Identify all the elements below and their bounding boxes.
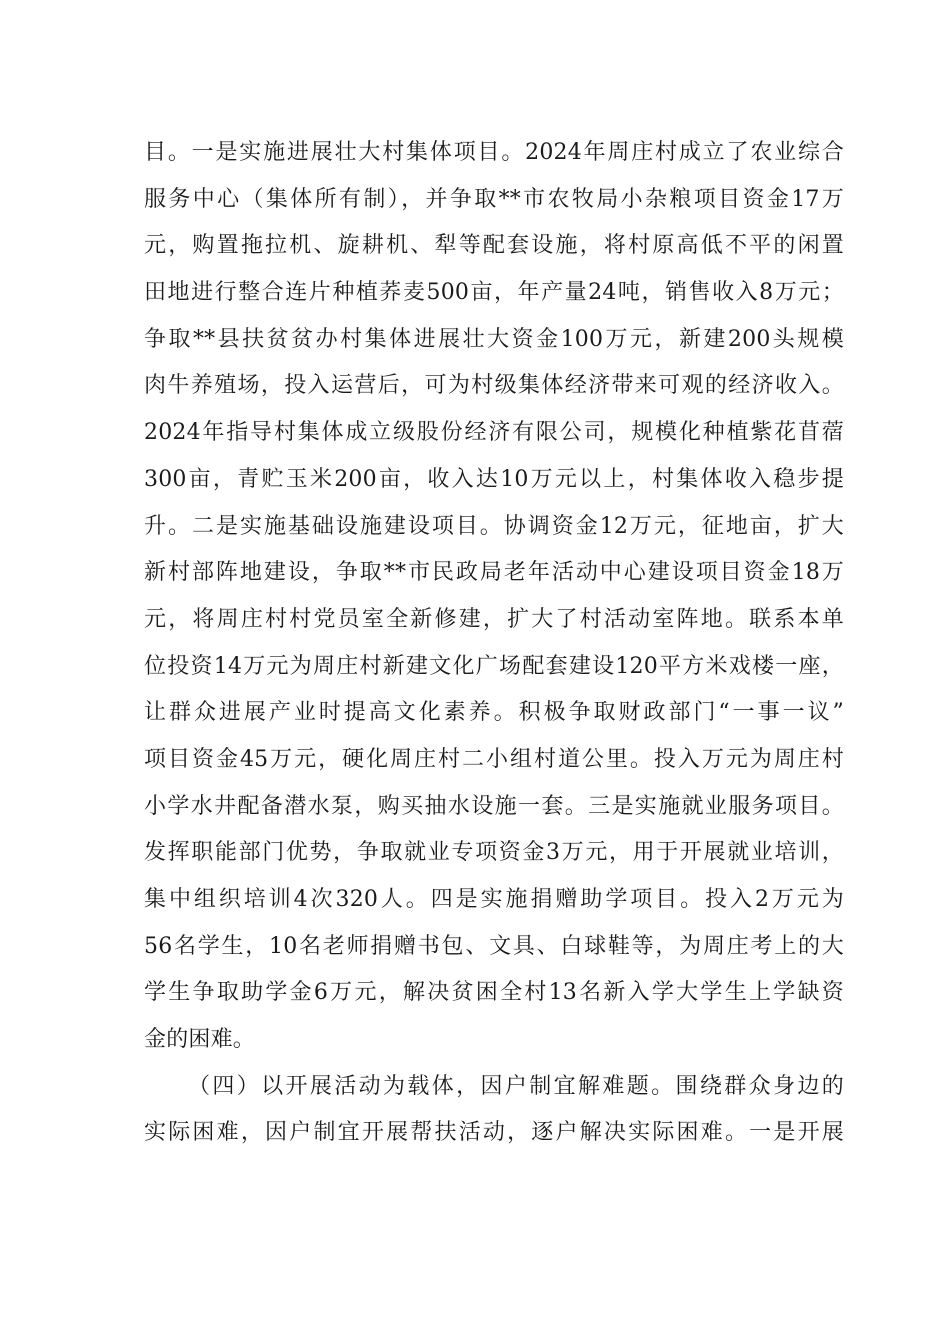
- text-line: 服务中心（集体所有制），并争取**市农牧局小杂粮项目资金17万: [144, 186, 844, 212]
- paragraph-project-implementation: [144, 130, 844, 1064]
- text-line: 新村部阵地建设，争取**市民政局老年活动中心建设项目资金18万: [144, 560, 844, 586]
- text-line: 2024年指导村集体成立级股份经济有限公司，规模化种植紫花苜蓿: [144, 420, 844, 446]
- text-line: 发挥职能部门优势，争取就业专项资金3万元，用于开展就业培训，: [144, 840, 844, 866]
- text-line: 元，购置拖拉机、旋耕机、犁等配套设施，将村原高低不平的闲置: [144, 233, 844, 259]
- text-line: 金的困难。: [144, 1027, 256, 1053]
- document-body: [144, 130, 844, 1157]
- text-line: 目。一是实施进展壮大村集体项目。2024年周庄村成立了农业综合: [144, 140, 844, 165]
- text-line: 升。二是实施基础设施建设项目。协调资金12万元，征地亩，扩大: [144, 513, 844, 539]
- text-line: 学生争取助学金6万元，解决贫困全村13名新入学大学生上学缺资: [144, 980, 844, 1006]
- section-heading-line: （四）以开展活动为载体，因户制宜解难题。围绕群众身边的: [188, 1073, 844, 1099]
- text-line: 让群众进展产业时提高文化素养。积极争取财政部门“一事一议”: [144, 700, 844, 726]
- text-line: 实际困难，因户制宜开展帮扶活动，逐户解决实际困难。一是开展: [144, 1120, 844, 1146]
- text-line: 位投资14万元为周庄村新建文化广场配套建设120平方米戏楼一座，: [144, 653, 844, 679]
- text-line: 项目资金45万元，硬化周庄村二小组村道公里。投入万元为周庄村: [144, 746, 844, 772]
- text-line: 56名学生，10名老师捐赠书包、文具、白球鞋等，为周庄考上的大: [144, 933, 844, 959]
- paragraph-section-four: [144, 1064, 844, 1157]
- text-line: 争取**县扶贫贫办村集体进展壮大资金100万元，新建200头规模: [144, 326, 844, 352]
- text-line: 集中组织培训4次320人。四是实施捐赠助学项目。投入2万元为: [144, 887, 844, 912]
- text-line: 肉牛养殖场，投入运营后，可为村级集体经济带来可观的经济收入。: [144, 373, 844, 399]
- text-line: 小学水井配备潜水泵，购买抽水设施一套。三是实施就业服务项目。: [144, 793, 844, 819]
- text-line: 元，将周庄村村党员室全新修建，扩大了村活动室阵地。联系本单: [144, 606, 844, 632]
- text-line: 田地进行整合连片种植荞麦500亩，年产量24吨，销售收入8万元；: [144, 280, 844, 306]
- text-line: 300亩，青贮玉米200亩，收入达10万元以上，村集体收入稳步提: [144, 466, 844, 492]
